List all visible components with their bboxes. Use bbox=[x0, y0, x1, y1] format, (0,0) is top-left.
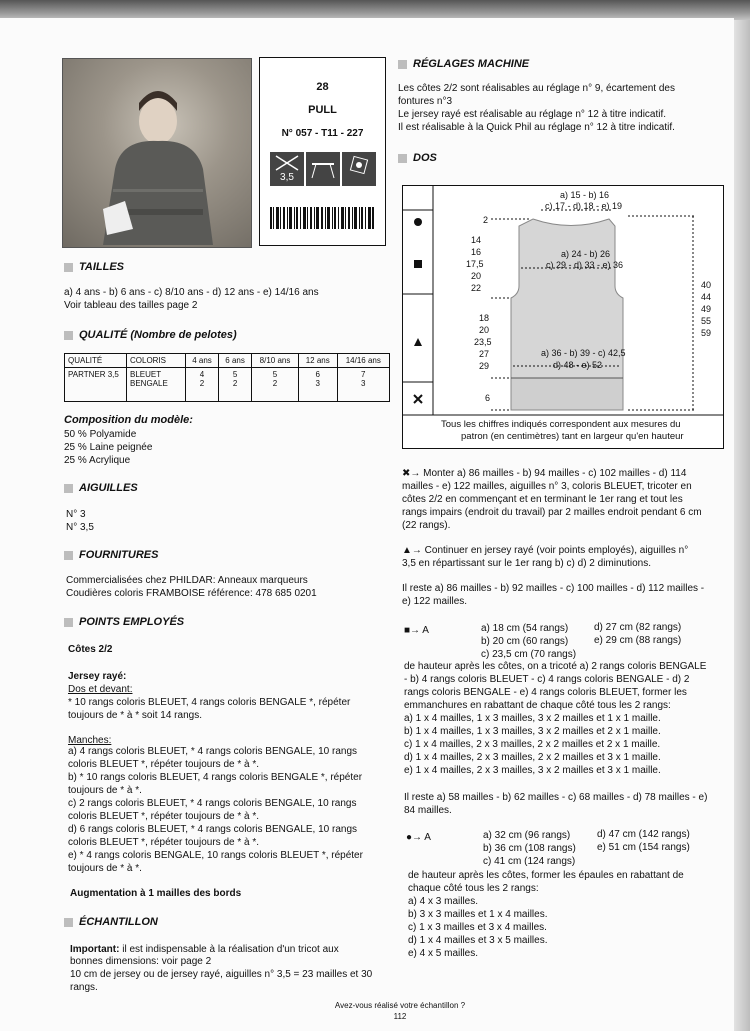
dos-p6-line: a) 4 x 3 mailles. bbox=[408, 896, 479, 907]
sq-col1-line: c) 23,5 cm (70 rangs) bbox=[481, 649, 577, 660]
dot-col2-line: d) 47 cm (142 rangs) bbox=[597, 829, 690, 840]
diagram-left-value: 2 bbox=[483, 215, 489, 225]
points-dos-line: toujours de * à * soit 14 rangs. bbox=[68, 710, 202, 721]
square-marker-icon bbox=[413, 259, 423, 269]
augmentation-line: Augmentation à 1 mailles des bords bbox=[70, 888, 242, 899]
qualite-header-cell: COLORIS bbox=[127, 354, 186, 368]
machine-icon bbox=[306, 152, 340, 186]
manches-line: coloris BLEUET *, répéter toujours de * à *. bbox=[68, 837, 260, 848]
barcode-icon bbox=[270, 207, 375, 229]
dos-p6-line: b) 3 x 3 mailles et 1 x 4 mailles. bbox=[408, 909, 548, 920]
points-dos-line: * 10 rangs coloris BLEUET, 4 rangs coloris BENGALE *, répéter bbox=[68, 697, 351, 708]
dos-p4-line: e) 1 x 4 mailles, 2 x 3 mailles, 3 x 2 mailles et 3 x 1 maille. bbox=[404, 765, 661, 776]
tailles-heading: TAILLES bbox=[64, 261, 124, 273]
aiguilles-heading: AIGUILLES bbox=[64, 482, 138, 494]
echantillon-heading: ÉCHANTILLON bbox=[64, 916, 158, 928]
echantillon-line: 10 cm de jersey ou de jersey rayé, aiguilles n° 3,5 = 23 mailles et 30 bbox=[70, 969, 373, 980]
dot-col1-line: a) 32 cm (96 rangs) bbox=[483, 830, 571, 841]
tailles-line1: a) 4 ans - b) 6 ans - c) 8/10 ans - d) 12 ans - e) 14/16 ans bbox=[64, 287, 319, 298]
footer-question: Avez-vous réalisé votre échantillon ? bbox=[334, 1001, 466, 1010]
diagram-top2: c) 17 - d) 18 - e) 19 bbox=[545, 201, 623, 211]
diagram-mid2: c) 29 - d) 33 - e) 36 bbox=[546, 260, 624, 270]
bullet-square-icon bbox=[64, 263, 73, 272]
diagram-mid1: a) 24 - b) 26 bbox=[561, 249, 611, 259]
dos-p1-line: ✖→ Monter a) 86 mailles - b) 94 mailles - c) 102 mailles - d) 114 bbox=[402, 468, 687, 479]
qualite-header-cell: 6 ans bbox=[219, 354, 252, 368]
diagram-bot1: a) 36 - b) 39 - c) 42,5 bbox=[541, 348, 626, 358]
diagram-left-value: 17,5 bbox=[466, 259, 484, 269]
fournitures-heading: FOURNITURES bbox=[64, 549, 158, 561]
dos-p6-line: de hauteur après les côtes, former les épaules en rabattant de bbox=[408, 870, 684, 881]
diagram-left-value: 20 bbox=[471, 271, 482, 281]
sq-col1-line: a) 18 cm (54 rangs) bbox=[481, 623, 569, 634]
dos-p3-line: e) 122 mailles. bbox=[402, 596, 468, 607]
sq-col1-line: b) 20 cm (60 rangs) bbox=[481, 636, 569, 647]
diagram-caption1: Tous les chiffres indiqués correspondent aux mesures du bbox=[441, 419, 681, 430]
bullet-square-icon bbox=[64, 484, 73, 493]
qualite-cell: PARTNER 3,5 bbox=[65, 368, 127, 402]
qualite-cell: 4 2 bbox=[186, 368, 219, 402]
dos-p6-line: c) 1 x 3 mailles et 3 x 4 mailles. bbox=[408, 922, 547, 933]
dos-p4-line: c) 1 x 4 mailles, 2 x 3 mailles, 2 x 2 mailles et 2 x 1 maille. bbox=[404, 739, 661, 750]
diagram-left-value: 27 bbox=[479, 349, 490, 359]
dos-p4-line: - b) 4 rangs coloris BLEUET - c) 4 rangs coloris BENGALE - d) 2 bbox=[404, 674, 690, 685]
points-dos-sub: Dos et devant: bbox=[68, 684, 133, 695]
diagram-right-value: 49 bbox=[701, 304, 712, 314]
points-cotes: Côtes 2/2 bbox=[68, 644, 113, 655]
triangle-marker-icon bbox=[413, 337, 423, 347]
diagram-left-value: 29 bbox=[479, 361, 490, 371]
points-heading: POINTS EMPLOYÉS bbox=[64, 616, 184, 628]
needle-pictogram bbox=[270, 152, 304, 186]
diagram-right-value: 55 bbox=[701, 316, 712, 326]
dos-p1-line: rangs impairs (endroit du travail) par 2 mailles endroit pendant 6 cm bbox=[402, 507, 702, 518]
manches-line: coloris BLEUET *, répéter toujours de * à *. bbox=[68, 811, 260, 822]
diagram-left-value: 20 bbox=[479, 325, 490, 335]
reglages-line: fontures n°3 bbox=[398, 96, 453, 107]
diagram-left-value: 23,5 bbox=[474, 337, 492, 347]
dos-p1-line: mailles - e) 122 mailles, aiguilles n° 3, coloris BLEUET, tricoter en bbox=[402, 481, 692, 492]
composition-heading: Composition du modèle: bbox=[64, 414, 193, 426]
qualite-cell: 5 2 bbox=[219, 368, 252, 402]
dos-p4-line: a) 1 x 4 mailles, 1 x 3 mailles, 3 x 2 mailles et 1 x 1 maille. bbox=[404, 713, 661, 724]
needles-icon bbox=[270, 152, 304, 174]
product-number: 28 bbox=[316, 81, 329, 93]
dot-col2-line: e) 51 cm (154 rangs) bbox=[597, 842, 690, 853]
bullet-square-icon bbox=[64, 331, 73, 340]
qualite-header-cell: 14/16 ans bbox=[337, 354, 389, 368]
scan-edge-right bbox=[732, 20, 750, 1031]
machine-pictogram bbox=[306, 152, 340, 186]
child-illustration bbox=[63, 59, 251, 247]
dos-p1-line: côtes 2/2 en commençant et en terminant le 1er rang et tout les bbox=[402, 494, 683, 505]
dos-p6-line: e) 4 x 5 mailles. bbox=[408, 948, 479, 959]
dos-heading: DOS bbox=[398, 152, 437, 164]
sq-col2-line: d) 27 cm (82 rangs) bbox=[594, 622, 682, 633]
qualite-header-cell: 12 ans bbox=[298, 354, 337, 368]
qualite-header-cell: 4 ans bbox=[186, 354, 219, 368]
dos-p4-line: emmanchures en rabattant de chaque côté tous les 2 rangs: bbox=[404, 700, 671, 711]
quickphil-pictogram bbox=[342, 152, 376, 186]
diagram-shapes bbox=[403, 186, 723, 448]
dos-p5-line: 84 mailles. bbox=[404, 805, 452, 816]
manches-line: toujours de * à *. bbox=[68, 863, 142, 874]
diagram-bot2: d) 48 - e) 52 bbox=[553, 360, 603, 370]
reglages-heading: RÉGLAGES MACHINE bbox=[398, 58, 529, 70]
reglages-line: Les côtes 2/2 sont réalisables au réglage n° 9, écartement des bbox=[398, 83, 675, 94]
diagram-caption2: patron (en centimètres) tant en largeur qu'en hauteur bbox=[461, 431, 684, 442]
cross-marker-icon bbox=[413, 394, 423, 404]
bullet-square-icon bbox=[64, 551, 73, 560]
dos-p6-line: chaque côté tous les 2 rangs: bbox=[408, 883, 539, 894]
aiguilles-line: N° 3,5 bbox=[66, 522, 94, 533]
reglages-line: Le jersey rayé est réalisable au réglage n° 12 à titre indicatif. bbox=[398, 109, 667, 120]
qualite-cell: 5 2 bbox=[252, 368, 299, 402]
composition-line: 50 % Polyamide bbox=[64, 429, 137, 440]
product-card bbox=[259, 57, 386, 246]
manches-line: d) 6 rangs coloris BLEUET, * 4 rangs coloris BENGALE, 10 rangs bbox=[68, 824, 358, 835]
qualite-table bbox=[64, 353, 390, 402]
dos-diagram bbox=[402, 185, 724, 449]
echantillon-line: rangs. bbox=[70, 982, 98, 993]
dos-p2-line: 3,5 en répartissant sur le 1er rang b) c) d) 2 diminutions. bbox=[402, 558, 652, 569]
dos-p3-line: Il reste a) 86 mailles - b) 92 mailles - c) 100 mailles - d) 112 mailles - bbox=[402, 583, 705, 594]
qualite-heading: QUALITÉ (Nombre de pelotes) bbox=[64, 329, 237, 341]
model-photo bbox=[62, 58, 252, 248]
needle-size: 3,5 bbox=[280, 172, 294, 183]
dos-p4-line: de hauteur après les côtes, on a tricoté a) 2 rangs coloris BENGALE bbox=[404, 661, 707, 672]
points-jersey: Jersey rayé: bbox=[68, 671, 127, 682]
dot-col1-line: b) 36 cm (108 rangs) bbox=[483, 843, 576, 854]
composition-line: 25 % Acrylique bbox=[64, 455, 131, 466]
qualite-cell: BLEUET BENGALE bbox=[127, 368, 186, 402]
quickphil-icon bbox=[342, 152, 376, 186]
dos-p4-line: d) 1 x 4 mailles, 2 x 3 mailles, 2 x 2 mailles et 3 x 1 maille. bbox=[404, 752, 661, 763]
diagram-left-value: 22 bbox=[471, 283, 482, 293]
square-marker-label: ■→ A bbox=[404, 625, 429, 636]
echantillon-text: il est indispensable à la réalisation d'un tricot aux bbox=[119, 944, 339, 955]
diagram-left-value: 14 bbox=[471, 235, 482, 245]
dos-p4-line: b) 1 x 4 mailles, 1 x 3 mailles, 3 x 2 mailles et 2 x 1 maille. bbox=[404, 726, 661, 737]
product-type: PULL bbox=[308, 104, 337, 116]
manches-line: toujours de * à *. bbox=[68, 785, 142, 796]
product-ref: N° 057 - T11 - 227 bbox=[281, 128, 364, 139]
composition-line: 25 % Laine peignée bbox=[64, 442, 153, 453]
dos-p2-line: ▲→ Continuer en jersey rayé (voir points employés), aiguilles n° bbox=[402, 545, 689, 556]
qualite-header-cell: QUALITÉ bbox=[65, 354, 127, 368]
dot-col1-line: c) 41 cm (124 rangs) bbox=[483, 856, 576, 867]
bullet-square-icon bbox=[398, 60, 407, 69]
dos-p5-line: Il reste a) 58 mailles - b) 62 mailles - c) 68 mailles - d) 78 mailles - e) bbox=[404, 792, 708, 803]
diagram-right-value: 40 bbox=[701, 280, 712, 290]
bullet-square-icon bbox=[398, 154, 407, 163]
qualite-data-row bbox=[65, 368, 390, 402]
sq-col2-line: e) 29 cm (88 rangs) bbox=[594, 635, 682, 646]
dot-marker-label: ●→ A bbox=[406, 832, 431, 843]
dos-p4-line: rangs coloris BENGALE - e) 4 rangs coloris BLEUET, former les bbox=[404, 687, 687, 698]
qualite-header-cell: 8/10 ans bbox=[252, 354, 299, 368]
manches-line: coloris BLEUET *, répéter toujours de * à *. bbox=[68, 759, 260, 770]
bullet-square-icon bbox=[64, 918, 73, 927]
page-number: 112 bbox=[393, 1012, 407, 1021]
dot-marker-icon bbox=[413, 217, 423, 227]
fournitures-line1: Commercialisées chez PHILDAR: Anneaux marqueurs bbox=[66, 575, 308, 586]
diagram-left-value: 6 bbox=[485, 393, 491, 403]
manches-line: c) 2 rangs coloris BLEUET, * 4 rangs coloris BENGALE, 10 rangs bbox=[68, 798, 357, 809]
diagram-left-value: 16 bbox=[471, 247, 482, 257]
manches-line: b) * 10 rangs coloris BLEUET, 4 rangs coloris BENGALE *, répéter bbox=[68, 772, 363, 783]
manches-line: a) 4 rangs coloris BLEUET, * 4 rangs coloris BENGALE, 10 rangs bbox=[68, 746, 358, 757]
manches-line: e) * 4 rangs coloris BENGALE, 10 rangs coloris BLEUET *, répéter bbox=[68, 850, 363, 861]
diagram-top1: a) 15 - b) 16 bbox=[560, 190, 610, 200]
diagram-right-value: 59 bbox=[701, 328, 712, 338]
qualite-cell: 7 3 bbox=[337, 368, 389, 402]
dos-p1-line: (22 rangs). bbox=[402, 520, 451, 531]
diagram-right-value: 44 bbox=[701, 292, 712, 302]
aiguilles-line: N° 3 bbox=[66, 509, 86, 520]
qualite-cell: 6 3 bbox=[298, 368, 337, 402]
dos-p6-line: d) 1 x 4 mailles et 3 x 5 mailles. bbox=[408, 935, 548, 946]
tailles-line2: Voir tableau des tailles page 2 bbox=[64, 300, 198, 311]
reglages-line: Il est réalisable à la Quick Phil au réglage n° 12 à titre indicatif. bbox=[398, 122, 675, 133]
qualite-header-row bbox=[65, 354, 390, 368]
important-label: Important: bbox=[70, 944, 120, 955]
points-manches-sub: Manches: bbox=[68, 735, 112, 746]
echantillon-line: bonnes dimensions: voir page 2 bbox=[70, 956, 212, 967]
diagram-left-value: 18 bbox=[479, 313, 490, 323]
bullet-square-icon bbox=[64, 618, 73, 627]
fournitures-line2: Coudières coloris FRAMBOISE référence: 478 685 0201 bbox=[66, 588, 317, 599]
